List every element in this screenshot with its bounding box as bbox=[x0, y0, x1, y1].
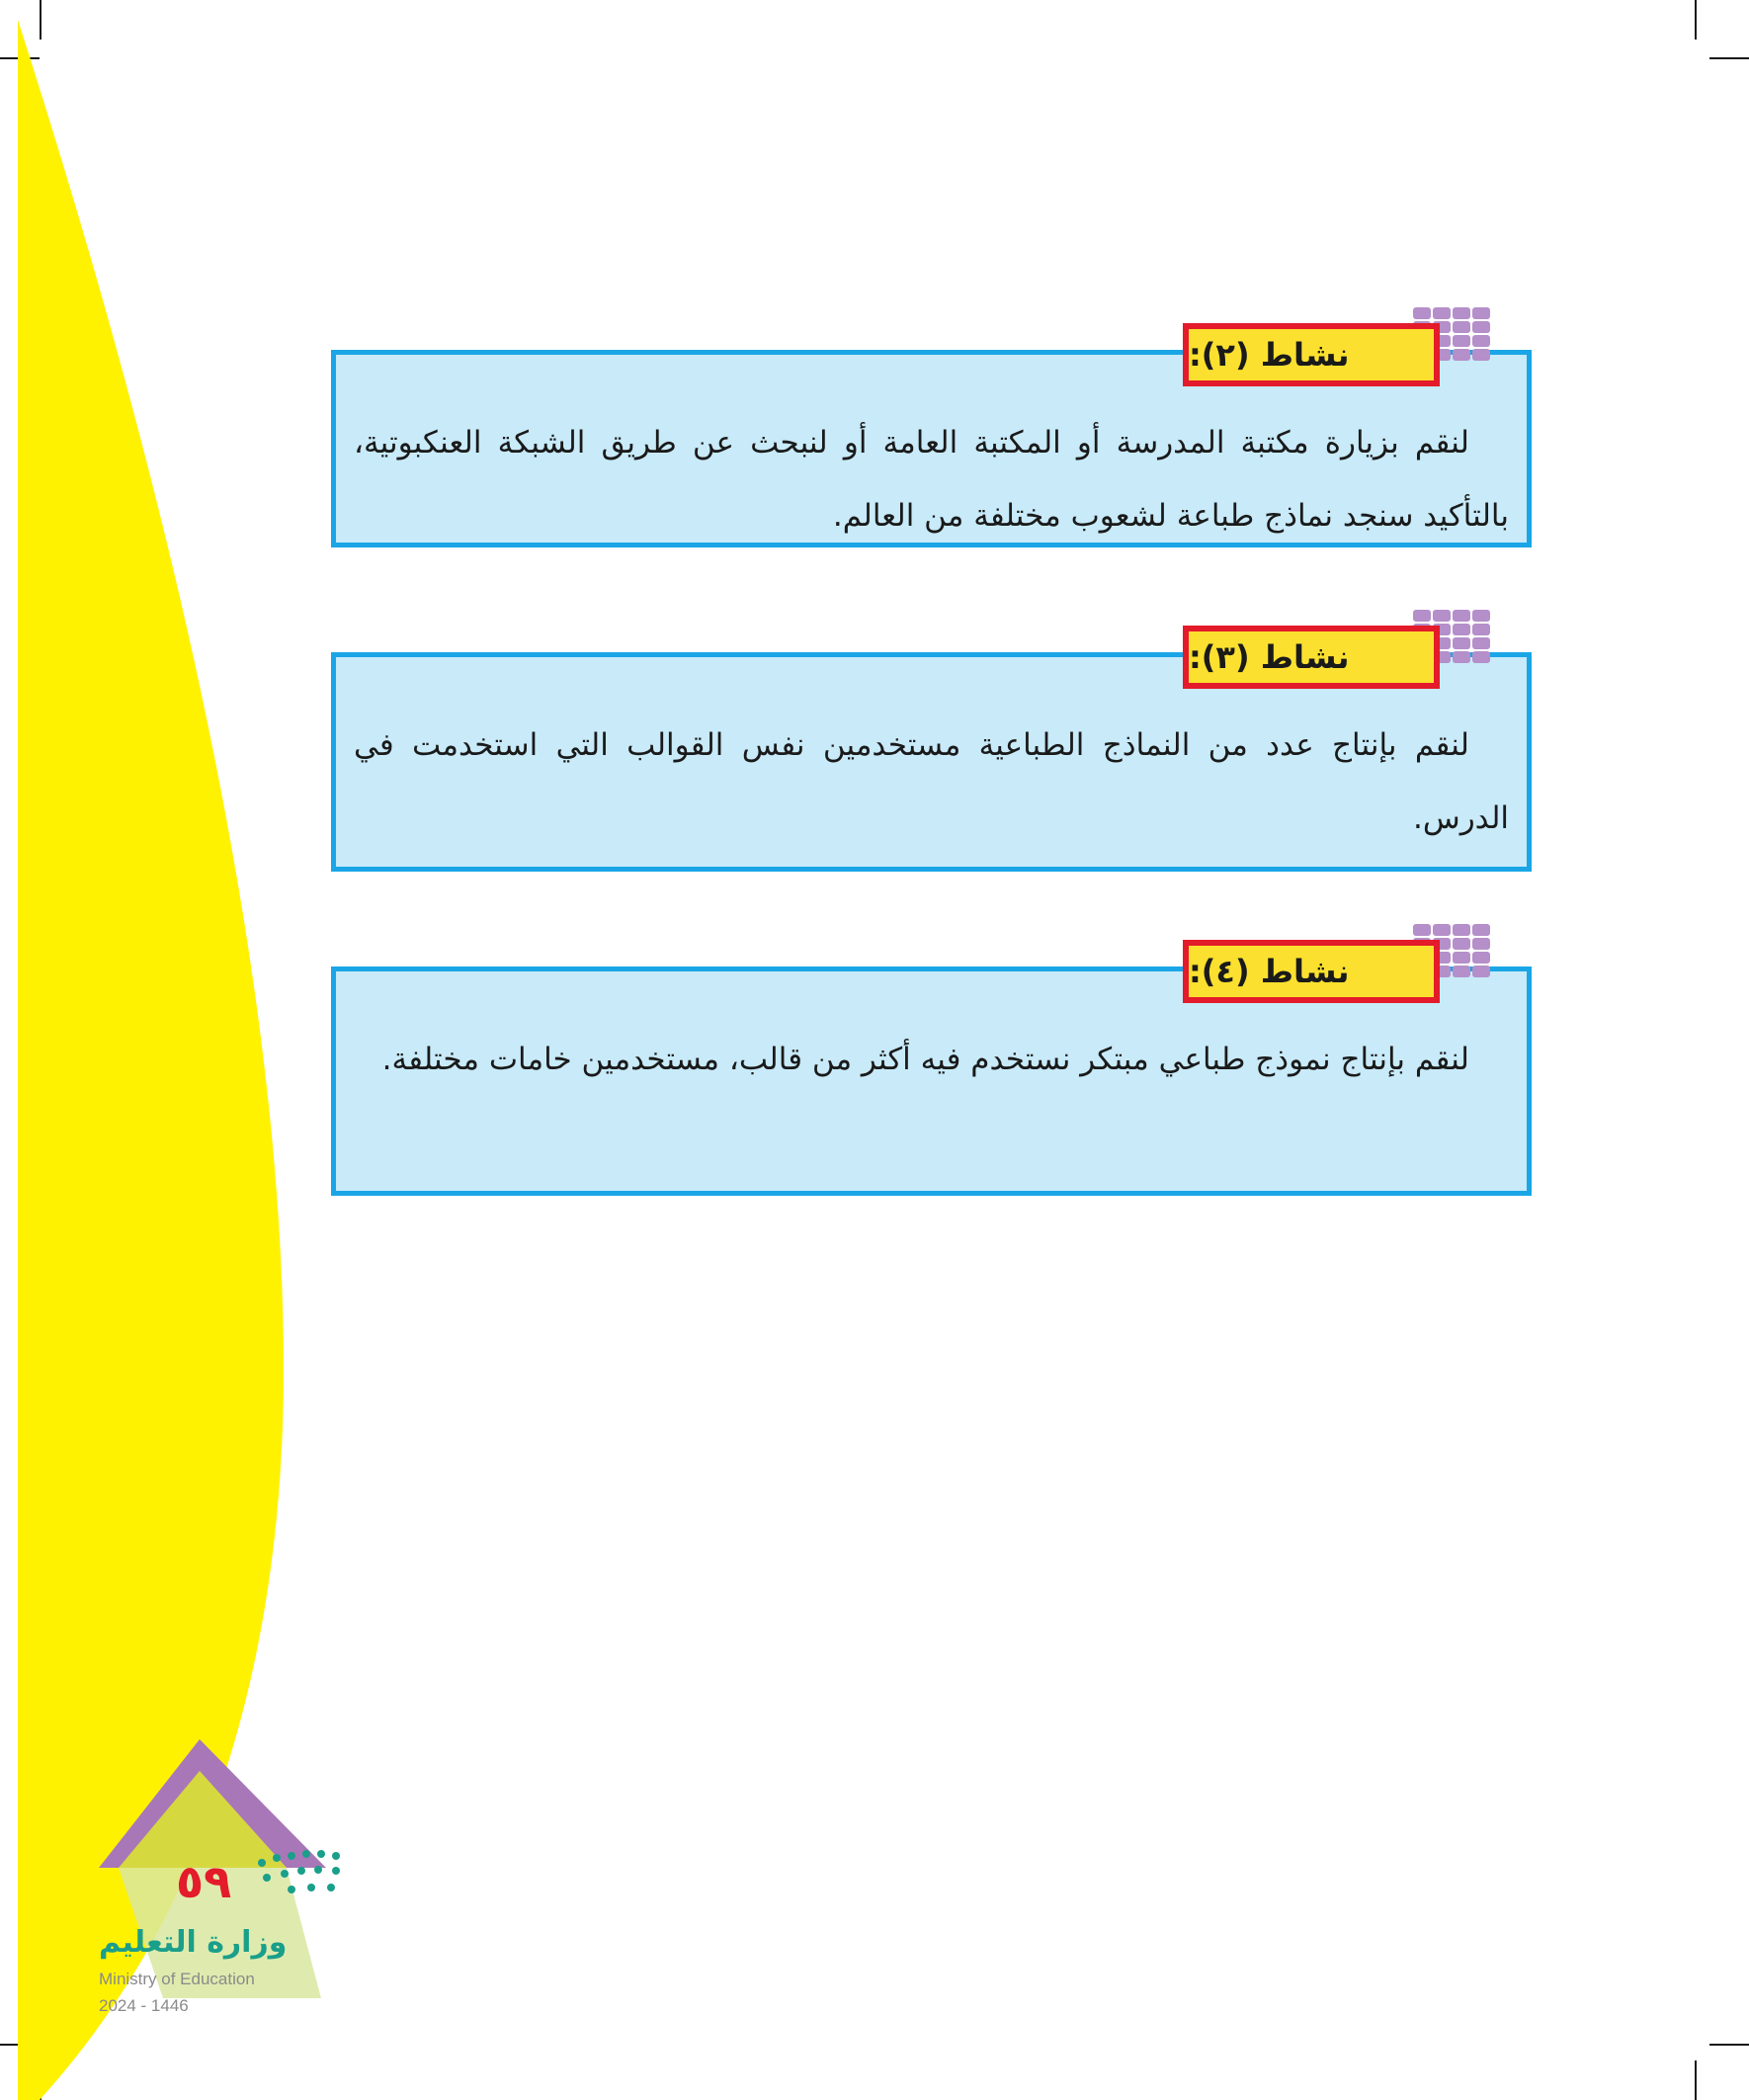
activity-box-3 bbox=[331, 638, 1532, 872]
crop-mark bbox=[1695, 0, 1697, 40]
ministry-year: 2024 - 1446 bbox=[99, 1996, 189, 2015]
crop-mark bbox=[1709, 57, 1749, 59]
activity-title: نشاط (٣): bbox=[1183, 626, 1440, 689]
crop-mark bbox=[1695, 2060, 1697, 2100]
activity-box-2 bbox=[331, 336, 1532, 547]
activity-title: نشاط (٢): bbox=[1183, 323, 1440, 386]
ministry-name-english: Ministry of Education bbox=[99, 1970, 255, 1988]
activity-box-4 bbox=[331, 953, 1532, 1196]
page-number: ٥٩ bbox=[176, 1855, 232, 1908]
activity-text: لنقم بإنتاج عدد من النماذج الطباعية مستخدمين نفس القوالب التي استخدمت في الدرس. bbox=[354, 727, 1509, 836]
activity-title: نشاط (٤): bbox=[1183, 940, 1440, 1003]
crop-mark bbox=[1709, 2044, 1749, 2046]
activity-text: لنقم بإنتاج نموذج طباعي مبتكر نستخدم فيه أكثر من قالب، مستخدمين خامات مختلفة. bbox=[381, 1042, 1469, 1077]
activity-text: لنقم بزيارة مكتبة المدرسة أو المكتبة العامة أو لنبحث عن طريق الشبكة العنكبوتية، بالتأكيد سنجد نماذج طباعة لشعوب مختلفة من العالم. bbox=[354, 425, 1509, 534]
ministry-name-arabic: وزارة التعليم bbox=[99, 1925, 288, 1960]
